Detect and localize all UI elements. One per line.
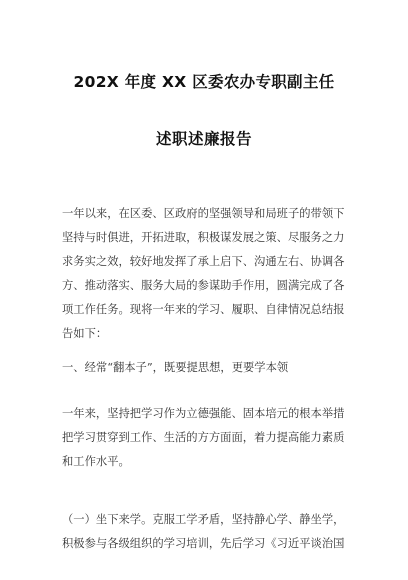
section-heading-text: 一、经常“翻本子”，既要提思想，更要学本领: [62, 361, 289, 374]
paragraph-line: 积极参与各级组织的学习培训，先后学习《习近平谈治国: [62, 537, 345, 550]
paragraph-line: 项工作任务。现将一年来的学习、履职、自律情况总结报: [62, 303, 345, 316]
paragraph-line: 一年来，坚持把学习作为立德强能、固本培元的根本举措: [62, 407, 345, 420]
document-title-line-1: 202X 年度 XX 区委农办专职副主任: [73, 73, 335, 91]
paragraph-line: 把学习贯穿到工作、生活的方方面面，着力提高能力素质: [62, 431, 345, 444]
paragraph-line: （一）坐下来学。克服工学矛盾，坚持静心学、静坐学，: [62, 513, 345, 526]
paragraph-line: 告如下：: [62, 327, 108, 340]
paragraph-line: 方、推动落实、服务大局的参谋助手作用，圆满完成了各: [62, 279, 345, 292]
paragraph-line: 一年以来，在区委、区政府的坚强领导和局班子的带领下: [62, 207, 345, 220]
section-heading-1: [62, 356, 352, 380]
paragraph-line: 和工作水平。: [62, 455, 130, 468]
paragraph-line: 求务实之效，较好地发挥了承上启下、沟通左右、协调各: [62, 255, 345, 268]
paragraph-study: [62, 402, 352, 474]
paragraph-line: 坚持与时俱进，开拓进取，积极谋发展之策、尽服务之力: [62, 231, 345, 244]
paragraph-sit-down-study: [62, 508, 352, 556]
paragraph-intro: [62, 202, 352, 346]
document-title-line-2: 述职述廉报告: [155, 130, 252, 148]
